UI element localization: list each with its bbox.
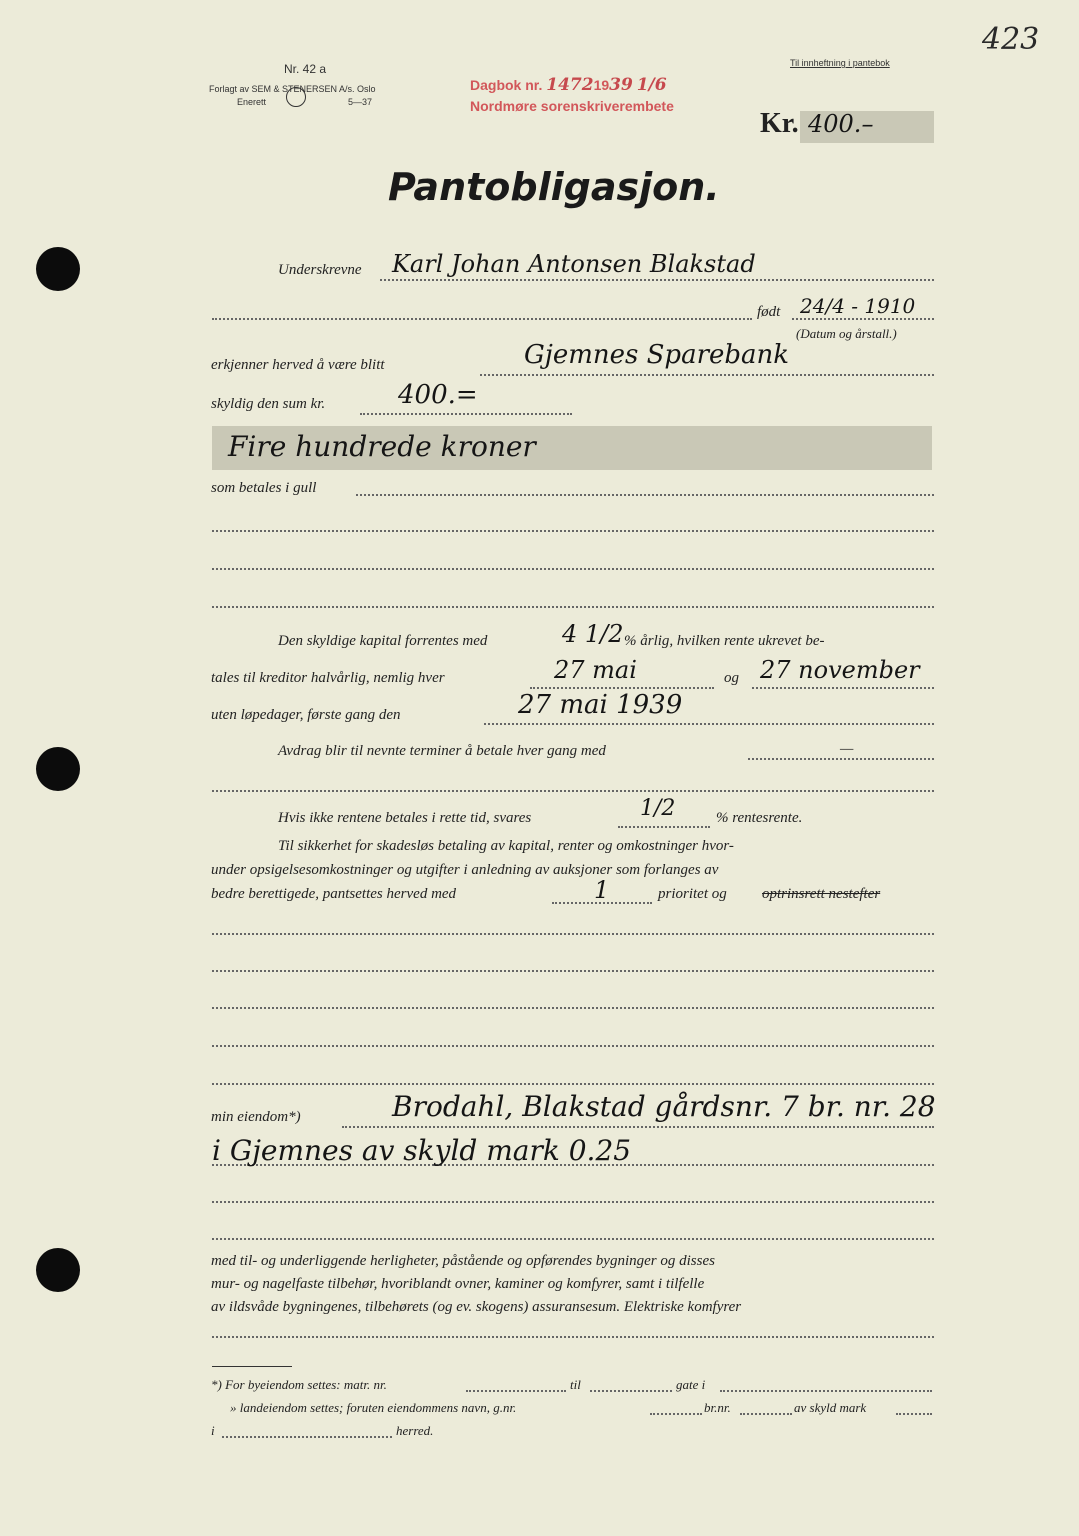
penalty-line-b: % rentesrente. — [716, 810, 803, 826]
interest-line1-b: % årlig, hvilken rente ukrevet be- — [624, 633, 825, 649]
publisher-logo-icon — [286, 87, 306, 107]
stamp-year: 39 — [609, 75, 633, 95]
closing-line3: av ildsvåde bygningenes, tilbehørets (og ev. skogens) assuransesum. Elektriske komfyrer — [211, 1299, 742, 1315]
amount-value: 400.– — [808, 110, 874, 138]
binder-hole-middle — [36, 747, 80, 791]
document-title: Pantobligasjon. — [388, 165, 720, 209]
binding-note: Til innheftning i pantebok — [790, 58, 890, 68]
security-line3-a: bedre berettigede, pantsettes herved med — [211, 886, 457, 902]
security-line1: Til sikkerhet for skadesløs betaling av kapital, renter og omkostninger hvor- — [278, 838, 734, 854]
form-rights: Enerett — [237, 97, 267, 107]
creditor-label: erkjenner herved å være blitt — [211, 357, 385, 373]
footnote-line2-a: » landeiendom settes; foruten eiendommens navn, g.nr. — [230, 1400, 517, 1415]
form-edition: 5—37 — [348, 97, 373, 107]
footnote-line1-b: til — [570, 1377, 581, 1392]
first-payment-date: 27 mai 1939 — [518, 690, 683, 720]
registration-stamp — [470, 73, 740, 123]
form-publisher: Forlagt av SEM & STENERSEN A/s. Oslo — [209, 84, 376, 94]
footnote-line3-a: i — [211, 1423, 215, 1438]
undersigned-value: Karl Johan Antonsen Blakstad — [392, 250, 756, 278]
stamp-year-prefix: 19 — [593, 77, 610, 93]
security-line3-c: optrinsrett nestefter — [762, 886, 881, 902]
penalty-line-a: Hvis ikke rentene betales i rette tid, svares — [278, 810, 532, 826]
owed-value: 400.= — [398, 380, 478, 410]
closing-line1: med til- og underliggende herligheter, påstående og opførendes bygninger og disses — [211, 1253, 715, 1269]
page-number: 423 — [982, 22, 1040, 57]
interest-rate: 4 1/2 — [562, 620, 624, 648]
born-value: 24/4 - 1910 — [800, 294, 916, 318]
installment-text: Avdrag blir til nevnte terminer å betale hver gang med — [278, 743, 606, 759]
stamp-date: 1/6 — [636, 75, 667, 95]
property-line1: Brodahl, Blakstad gårdsnr. 7 br. nr. 28 — [392, 1090, 936, 1123]
interest-line2-b: og — [724, 670, 739, 686]
undersigned-label: Underskrevne — [278, 262, 362, 278]
footnote-line2-c: av skyld mark — [794, 1400, 867, 1415]
footnote-line2-b: br.nr. — [704, 1400, 731, 1415]
property-label: min eiendom*) — [211, 1109, 301, 1125]
footnote-line3-b: herred. — [396, 1423, 434, 1438]
gold-label: som betales i gull — [211, 480, 317, 496]
footnote-line1-c: gate i — [676, 1377, 706, 1392]
penalty-rate: 1/2 — [640, 796, 676, 821]
security-line2: under opsigelsesomkostninger og utgifter i anledning av auksjoner som forlanges av — [211, 862, 719, 878]
interest-line1-a: Den skyldige kapital forrentes med — [278, 633, 488, 649]
priority-value: 1 — [594, 876, 610, 904]
interest-line2-a: tales til kreditor halvårlig, nemlig hver — [211, 670, 445, 686]
security-line3-b: prioritet og — [658, 886, 727, 902]
property-line2: i Gjemnes av skyld mark 0.25 — [212, 1134, 632, 1167]
binder-hole-bottom — [36, 1248, 80, 1292]
interest-date2: 27 november — [760, 656, 920, 684]
born-hint: (Datum og årstall.) — [796, 326, 897, 341]
form-number: Nr. 42 a — [284, 62, 327, 76]
footnote-divider — [212, 1366, 292, 1367]
footnote-line1-a: *) For byeiendom settes: matr. nr. — [211, 1377, 387, 1392]
amount-words: Fire hundrede kroner — [228, 430, 536, 463]
installment-dash: — — [840, 741, 854, 757]
interest-date1: 27 mai — [554, 656, 637, 684]
stamp-journal-label: Dagbok nr. — [470, 77, 543, 93]
interest-line3-a: uten løpedager, første gang den — [211, 707, 401, 723]
stamp-journal-number: 1472 — [546, 75, 594, 95]
closing-line2: mur- og nagelfaste tilbehør, hvoriblandt ovner, kaminer og komfyrer, samt i tilfelle — [211, 1276, 705, 1292]
amount-label: Kr. — [760, 108, 799, 139]
owed-label: skyldig den sum kr. — [211, 396, 326, 412]
creditor-value: Gjemnes Sparebank — [524, 340, 790, 370]
born-label: født — [757, 304, 781, 320]
binder-hole-top — [36, 247, 80, 291]
stamp-office: Nordmøre sorenskriverembete — [470, 98, 674, 114]
